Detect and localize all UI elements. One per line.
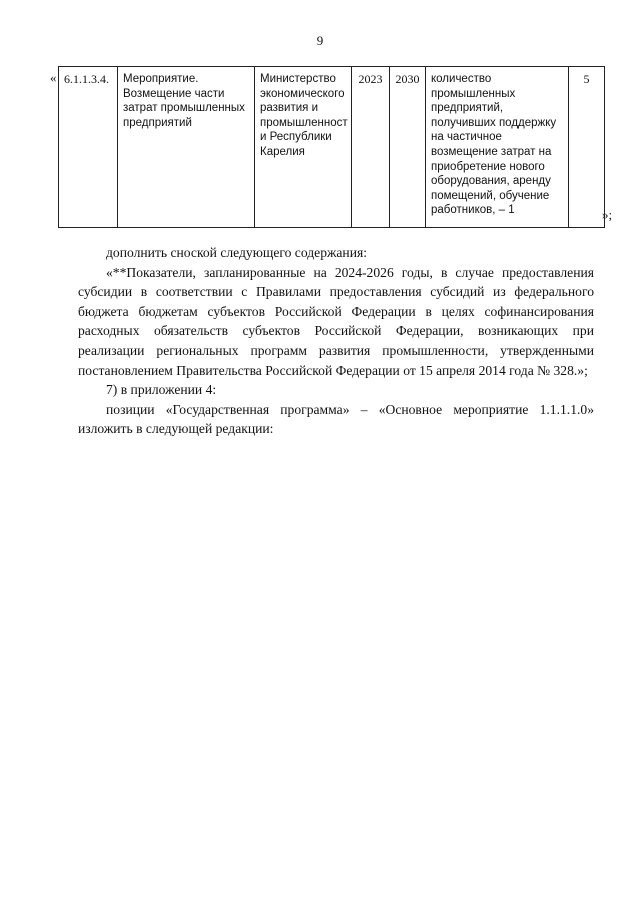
table-close-quote: »; [602,207,613,222]
paragraph-footnote-text: «**Показатели, запланированные на 2024-2026 годы, в случае предоставления субсидии в соответствии с Правилами предоставления субсидий из федерального бюджета бюджетам субъектов Российской Федерации в целях софинансирования расходных обязательств субъектов Российской Федерации, возникающих при реализации региональных программ развития промышленности, утвержденными постановлением Правительства Российской Федерации от 15 апреля 2014 года № 328.»; [78,264,594,378]
paragraph-footnote-intro: дополнить сноской следующего содержания: [106,245,368,260]
cell-code: 6.1.1.3.4. [59,67,118,228]
cell-event: Мероприятие. Возмещение части затрат промышленных предприятий [118,67,255,228]
cell-year-end: 2030 [390,67,426,228]
table-open-quote: « [50,70,57,85]
paragraph-positions: позиции «Государственная программа» – «Основное мероприятие 1.1.1.1.0» изложить в следующей редакции: [78,401,594,437]
paragraph-item-7: 7) в приложении 4: [106,382,217,398]
page-number: 9 [316,33,324,48]
cell-indicator: количество промышленных предприятий, получивших поддержку на частичное возмещение затрат на приобретение нового оборудования, аренду помещений, обучение работников, – 1 [426,67,569,228]
table-row [59,67,605,228]
body-text [78,243,594,439]
cell-year-start: 2023 [352,67,390,228]
program-table [58,66,605,228]
cell-executor: Министерство экономического развития и промышленност и Республики Карелия [255,67,352,228]
cell-value: 5 [569,67,605,228]
